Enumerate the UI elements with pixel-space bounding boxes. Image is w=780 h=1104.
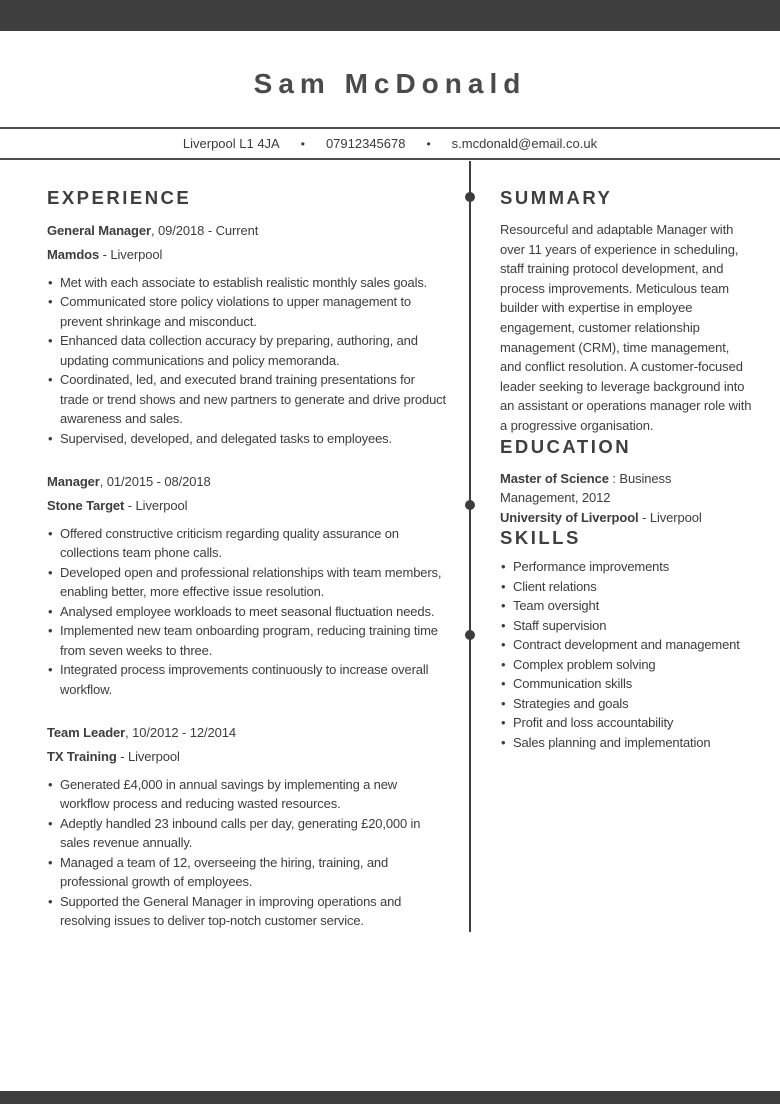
contact-phone: 07912345678 — [325, 136, 406, 151]
divider-dot-skills — [465, 630, 475, 640]
job-bullet: • Adeptly handled 23 inbound calls per day, generating £20,000 in sales revenue annually. — [47, 814, 447, 853]
contact-location: Liverpool L1 4JA — [182, 136, 280, 151]
skill-item: • Performance improvements — [500, 557, 752, 577]
sidebar-column — [500, 187, 752, 752]
job-bullet: • Offered constructive criticism regarding quality assurance on collections team phone calls. — [47, 524, 447, 563]
skills-list — [500, 557, 752, 752]
job-entry — [47, 723, 447, 931]
skill-item: • Client relations — [500, 577, 752, 597]
column-divider — [469, 161, 471, 932]
job-title-line — [47, 723, 447, 742]
job-role: Team Leader — [47, 725, 126, 740]
skill-item: • Team oversight — [500, 596, 752, 616]
job-bullet-list — [47, 775, 447, 931]
job-dates: , 01/2015 - 08/2018 — [99, 474, 211, 489]
job-title-line — [47, 472, 447, 491]
job-company-line — [47, 245, 447, 264]
job-company: TX Training — [47, 748, 117, 764]
job-bullet-list — [47, 273, 447, 449]
job-company-line — [47, 496, 447, 515]
job-bullet: • Analysed employee workloads to meet seasonal fluctuation needs. — [47, 602, 447, 622]
bottom-accent-bar — [0, 1091, 780, 1104]
job-company: Stone Target — [47, 497, 125, 513]
job-bullet: • Coordinated, led, and executed brand training presentations for trade or trend shows and new partners to generate and drive product awareness and sales. — [47, 370, 447, 429]
contact-separator: • — [426, 136, 431, 151]
skills-heading: SKILLS — [500, 527, 581, 549]
skill-item: • Communication skills — [500, 674, 752, 694]
contact-separator: • — [300, 136, 305, 151]
job-bullet-list — [47, 524, 447, 700]
job-location: - Liverpool — [99, 246, 163, 262]
education-heading: EDUCATION — [500, 435, 632, 457]
summary-heading: SUMMARY — [500, 187, 613, 208]
job-bullet: • Enhanced data collection accuracy by preparing, authoring, and updating communications and policy memoranda. — [47, 331, 447, 370]
experience-column — [47, 187, 447, 931]
job-entry — [47, 221, 447, 448]
contact-row — [0, 129, 780, 158]
job-bullet: • Implemented new team onboarding program, reducing training time from seven weeks to three. — [47, 621, 447, 660]
experience-heading: EXPERIENCE — [47, 187, 192, 208]
divider-dot-education — [465, 500, 475, 510]
job-bullet: • Met with each associate to establish realistic monthly sales goals. — [47, 273, 447, 293]
job-company: Mamdos — [47, 246, 100, 262]
skill-item: • Sales planning and implementation — [500, 733, 752, 753]
contact-email: s.mcdonald@email.co.uk — [451, 136, 598, 151]
job-bullet: • Communicated store policy violations to upper management to prevent shrinkage and misconduct. — [47, 292, 447, 331]
summary-text: Resourceful and adaptable Manager with over 11 years of experience in scheduling, staff training protocol development, and process improvements. Meticulous team builder with expertise in employee engagement, customer relationship management (CRM), time management, and conflict resolution. A customer-focused leader seeking to leverage background into an assistant or operations manager role with a progressive organisation. — [500, 222, 752, 433]
job-role: General Manager — [47, 223, 151, 238]
skill-item: • Complex problem solving — [500, 655, 752, 675]
job-bullet: • Generated £4,000 in annual savings by implementing a new workflow process and reducing wasted resources. — [47, 775, 447, 814]
job-location: - Liverpool — [124, 497, 188, 513]
job-dates: , 10/2012 - 12/2014 — [125, 725, 237, 740]
skill-item: • Profit and loss accountability — [500, 713, 752, 733]
education-school-location: - Liverpool — [638, 509, 702, 525]
skill-item: • Contract development and management — [500, 635, 752, 655]
job-bullet: • Supported the General Manager in improving operations and resolving issues to deliver top-notch customer service. — [47, 892, 447, 931]
contact-rule-bottom — [0, 158, 780, 160]
skill-item: • Strategies and goals — [500, 694, 752, 714]
job-company-line — [47, 747, 447, 766]
job-bullet: • Developed open and professional relationships with team members, enabling better, more effective issue resolution. — [47, 563, 447, 602]
skill-item: • Staff supervision — [500, 616, 752, 636]
job-bullet: • Integrated process improvements continuously to increase overall workflow. — [47, 660, 447, 699]
job-entry — [47, 472, 447, 699]
job-title-line — [47, 221, 447, 240]
education-block — [500, 469, 752, 528]
education-school: University of Liverpool — [500, 509, 639, 525]
education-degree: Master of Science — [500, 470, 609, 486]
job-dates: , 09/2018 - Current — [151, 223, 259, 238]
job-location: - Liverpool — [116, 748, 180, 764]
job-bullet: • Managed a team of 12, overseeing the hiring, training, and professional growth of employees. — [47, 853, 447, 892]
top-accent-bar — [0, 0, 780, 31]
education-degree-detail: : Business Management, 2012 — [500, 470, 672, 506]
job-bullet: • Supervised, developed, and delegated tasks to employees. — [47, 429, 447, 449]
job-role: Manager — [47, 474, 100, 489]
page-title: Sam McDonald — [253, 68, 527, 99]
divider-dot-summary — [465, 192, 475, 202]
